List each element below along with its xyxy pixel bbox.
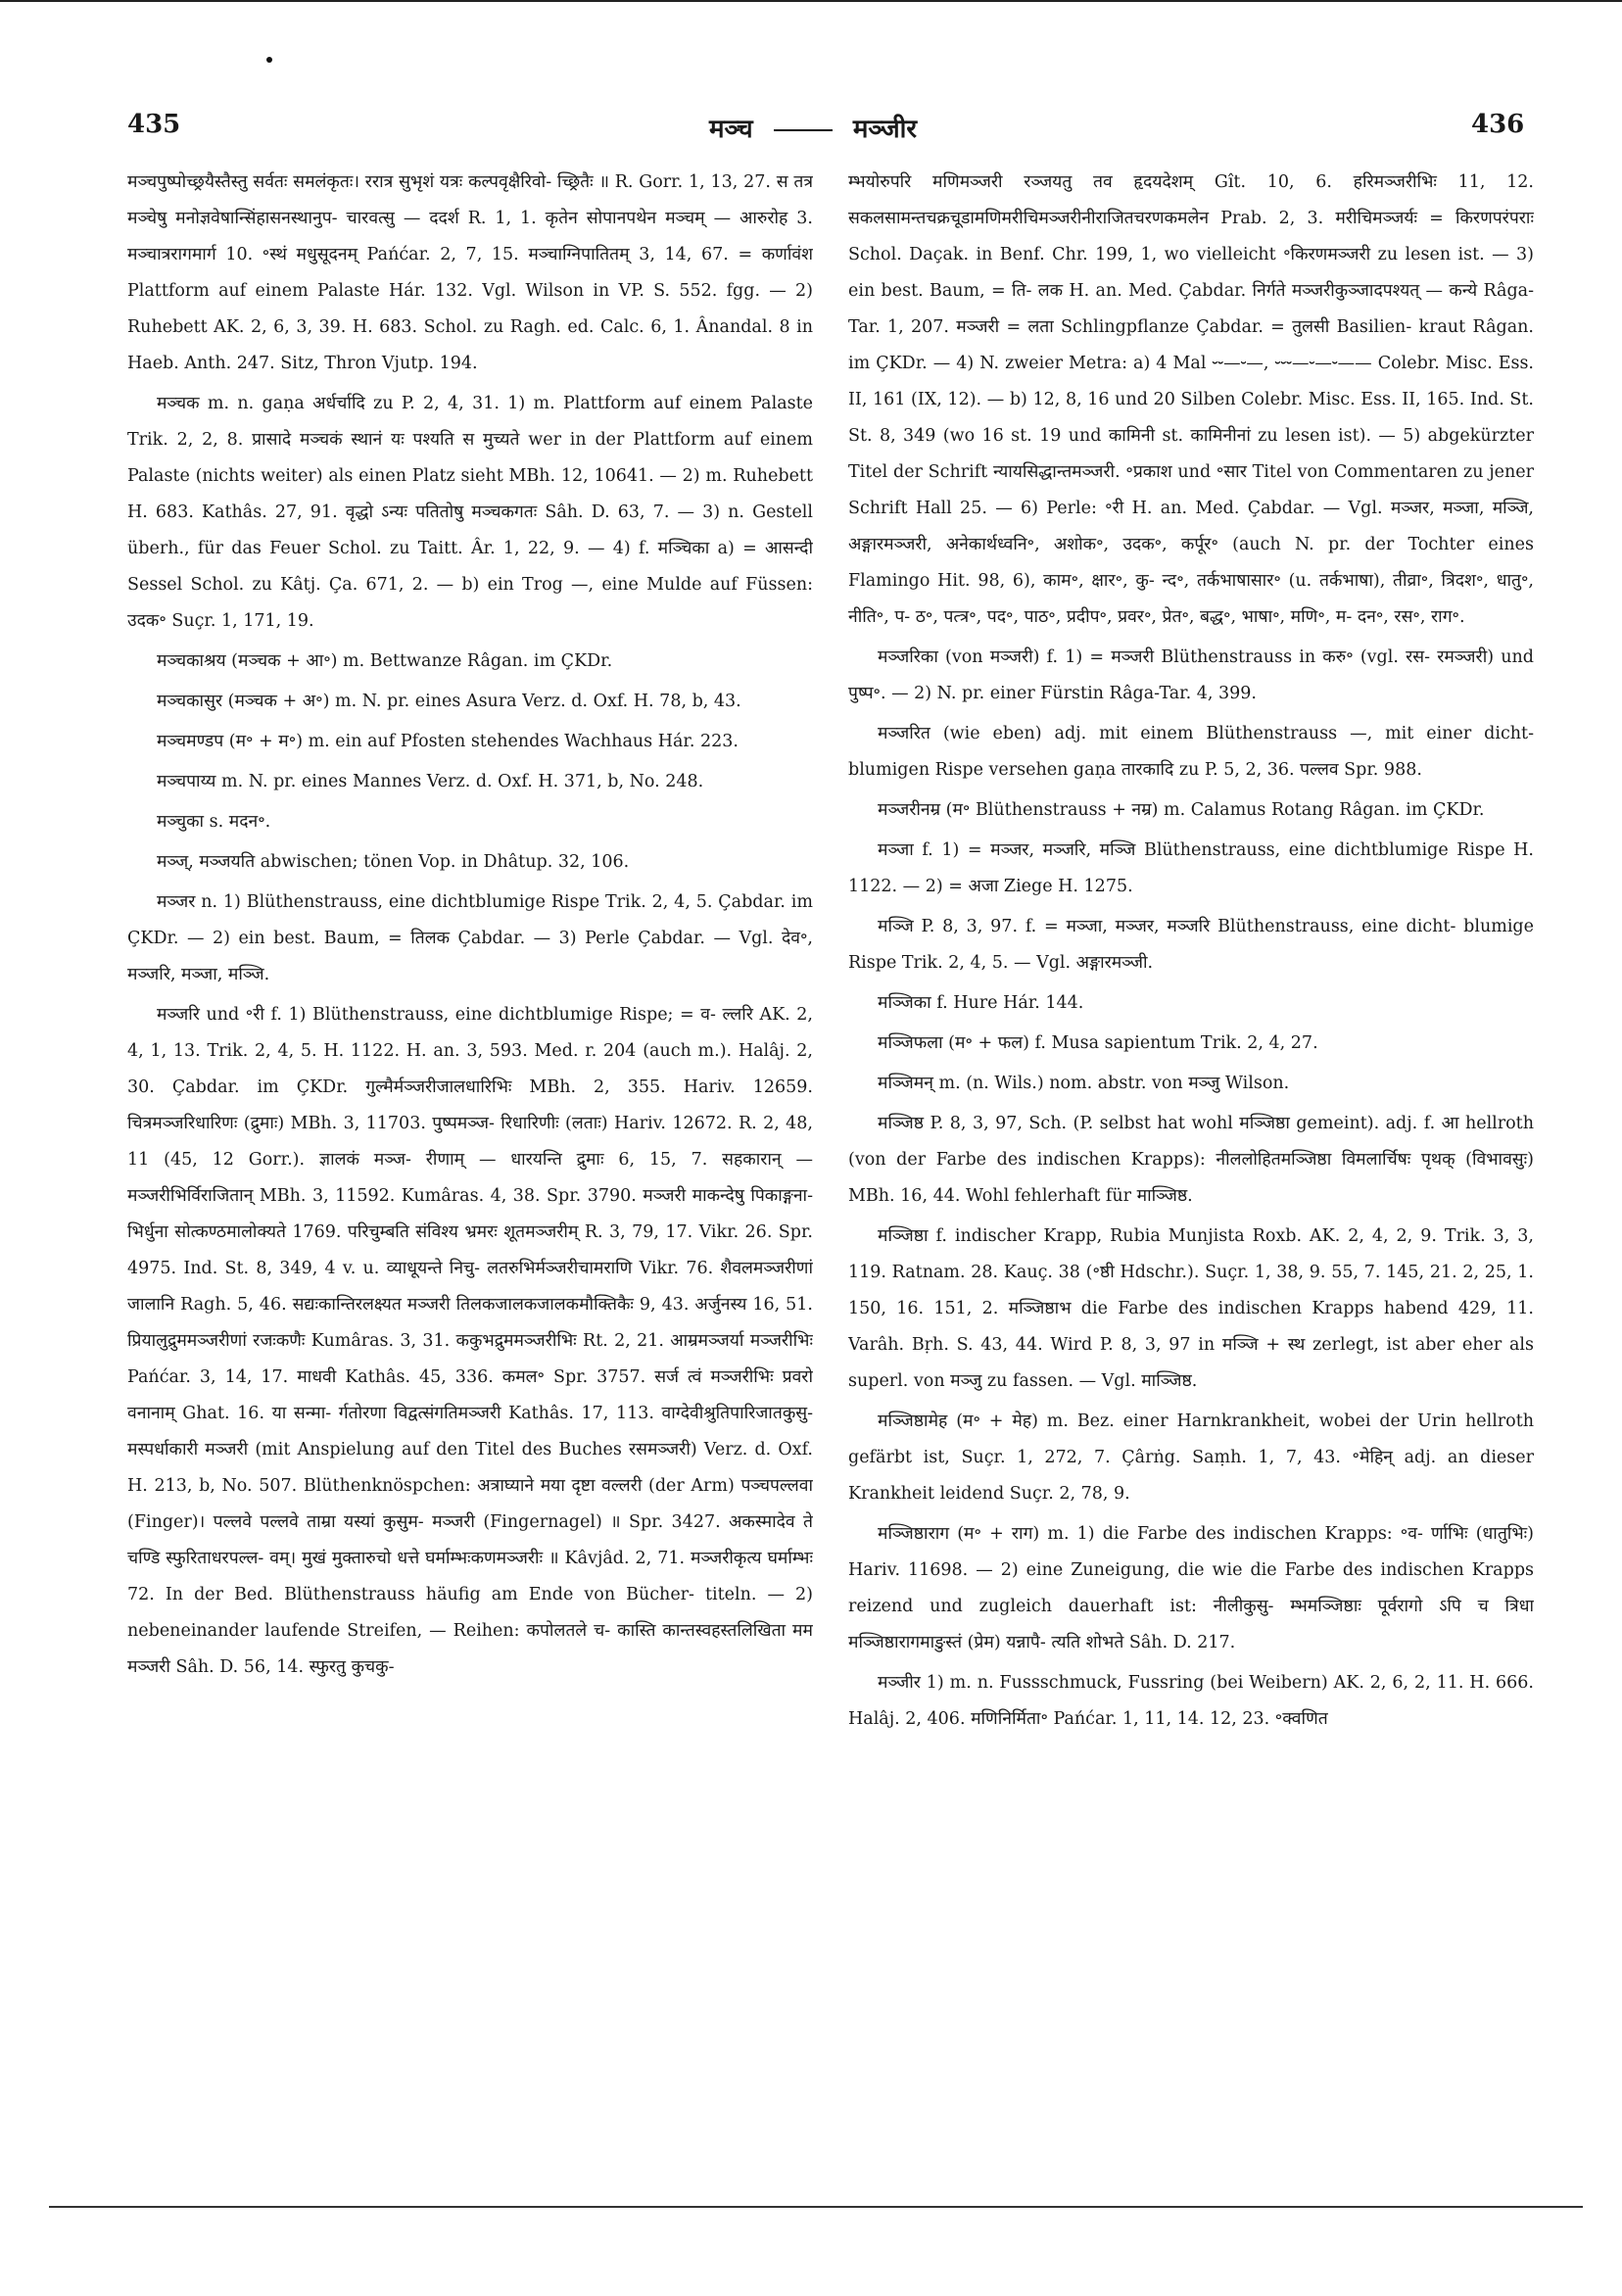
entry-paragraph: मञ्जिमन् m. (n. Wils.) nom. abstr. von मञ्जु Wilson.	[878, 1074, 1290, 1093]
entry-paragraph: मञ्ज्, मञ्जयति abwischen; tönen Vop. in Dhâtup. 32, 106.	[157, 852, 630, 872]
entry-paragraph: मञ्जिष्ठामेह (म॰ + मेह) m. Bez. einer Harnkrankheit, wobei der Urin hellroth gefärbt ist, Suçr. 1, 272, 7. Çârṅg. Saṃh. 1, 7, 43. ॰मेहिन् adj. an dieser Krankheit leidend Suçr. 2, 78, 9.	[848, 1411, 1534, 1504]
entry-paragraph: मञ्जिका f. Hure Hár. 144.	[878, 993, 1084, 1013]
entry-paragraph: मञ्जिष्ठाराग (म॰ + राग) m. 1) die Farbe des indischen Krapps: ॰व- र्णाभिः (धातुभिः) Hariv. 11698. — 2) eine Zuneigung, die wie die Farbe des indischen Krapps reizend und zugleich dauerhaft ist: नीलीकुसु- म्भमञ्जिष्ठाः पूर्वरागो ऽपि च त्रिधा मञ्जिष्ठारागमाङुस्तं (प्रेम) यन्नापै- त्यति शोभते Sâh. D. 217.	[848, 1524, 1534, 1652]
entry-paragraph: मञ्जरित (wie eben) adj. mit einem Blüthenstrauss —, mit einer dicht- blumigen Rispe versehen gaṇa तारकादि zu P. 5, 2, 36. पल्लव Spr. 988.	[848, 724, 1534, 780]
column-gutter	[831, 167, 832, 2155]
entry-paragraph: मञ्जर n. 1) Blüthenstrauss, eine dichtblumige Rispe Trik. 2, 4, 5. Çabdar. im ÇKDr. — 2) ein best. Baum, = तिलक Çabdar. — 3) Perle Çabdar. — Vgl. देव॰, मञ्जरि, मञ्जा, मञ्जि.	[127, 892, 813, 984]
entry-paragraph: मञ्जिष्ठा f. indischer Krapp, Rubia Munjista Roxb. AK. 2, 4, 2, 9. Trik. 3, 3, 119. Ratnam. 28. Kauç. 38 (॰ष्ठी Hdschr.). Suçr. 1, 38, 9. 55, 7. 145, 21. 2, 25, 1. 150, 16. 151, 2. मञ्जिष्ठाभ die Farbe des indischen Krapps habend 429, 11. Varâh. Bṛh. S. 43, 44. Wird P. 8, 3, 97 in मञ्जि + स्थ zerlegt, ist aber eher als superl. von मञ्जु zu fassen. — Vgl. माञ्जिष्ठ.	[848, 1226, 1534, 1391]
entry-paragraph: मञ्जिष्ठ P. 8, 3, 97, Sch. (P. selbst hat wohl मञ्जिष्ठा gemeint). adj. f. आ hellroth (von der Farbe des indischen Krapps): नीललोहितमञ्जिष्ठा विमलार्चिषः पृथक् (विभावसुः) MBh. 16, 44. Wohl fehlerhaft für माञ्जिष्ठ.	[848, 1114, 1534, 1206]
entry-paragraph: मञ्चमण्डप (म॰ + म॰) m. ein auf Pfosten stehendes Wachhaus Hár. 223.	[157, 732, 739, 751]
entry-paragraph: मञ्चुका s. मदन॰.	[157, 812, 271, 832]
running-head-dash	[774, 129, 833, 131]
entry-paragraph: मञ्जिफला (म॰ + फल) f. Musa sapientum Trik. 2, 4, 27.	[878, 1033, 1318, 1053]
entry-paragraph: मञ्जरिका (von मञ्जरी) f. 1) = मञ्जरी Blüthenstrauss in करु॰ (vgl. रस- रमञ्जरी) und पुष्प॰. — 2) N. pr. einer Fürstin Râga-Tar. 4, 399.	[848, 647, 1534, 703]
page-number-left: 435	[127, 110, 181, 139]
entry-paragraph: मञ्चकाश्रय (मञ्चक + आ॰) m. Bettwanze Râgan. im ÇKDr.	[157, 651, 613, 671]
bottom-rule	[49, 2206, 1583, 2208]
entry-paragraph: मञ्जीर 1) m. n. Fussschmuck, Fussring (bei Weibern) AK. 2, 6, 2, 11. H. 666. Halâj. 2, 406. मणिनिर्मिता॰ Pańćar. 1, 11, 14. 12, 23. ॰क्वणित	[848, 1673, 1534, 1729]
entry-paragraph: मञ्चपुष्पोच्छ्रयैस्तैस्तु सर्वतः समलंकृतः। ररात्र सुभृशं यत्रः कल्पवृक्षैरिवो- च्छ्रितैः ॥ R. Gorr. 1, 13, 27. स तत्र मञ्चेषु मनोज्ञवेषान्सिंहासनस्थानुप- चारवत्सु — ददर्श R. 1, 1. कृतेन सोपानपथेन मञ्चम् — आरुरोह 3. मञ्चात्ररागमार्ग 10. ॰स्थं मधुसूदनम् Pańćar. 2, 7, 15. मञ्चाग्निपातितम् 3, 14, 67. = कर्णावंश Plattform auf einem Palaste Hár. 132. Vgl. Wilson in VP. S. 552. fgg. — 2) Ruhebett AK. 2, 6, 3, 39. H. 683. Schol. zu Ragh. ed. Calc. 6, 1. Ânandal. 8 in Haeb. Anth. 247. Sitz, Thron Vjutp. 194.	[127, 172, 813, 373]
running-head	[686, 110, 940, 145]
running-head-right: मञ्जीर	[852, 115, 918, 144]
entry-paragraph: मञ्चकासुर (मञ्चक + अ॰) m. N. pr. eines Asura Verz. d. Oxf. H. 78, b, 43.	[157, 692, 741, 711]
entry-paragraph: म्भयोरुपरि मणिमञ्जरी रञ्जयतु तव हृदयदेशम् Gît. 10, 6. हरिमञ्जरीभिः 11, 12. सकलसामन्तचक्रचूडामणिमरीचिमञ्जरीनीराजितचरणकमलेन Prab. 2, 3. मरीचिमञ्जर्यः = किरणपरंपराः Schol. Daçak. in Benf. Chr. 199, 1, wo vielleicht ॰किरणमञ्जरी zu lesen ist. — 3) ein best. Baum, = ति- लक H. an. Med. Çabdar. निर्गते मञ्जरीकुञ्जादपश्यत् — कन्ये Râga- Tar. 1, 207. मञ्जरी = लता Schlingpflanze Çabdar. = तुलसी Basilien- kraut Râgan. im ÇKDr. — 4) N. zweier Metra: a) 4 Mal ⏑⏑—⏑—, ⏑⏑⏑—⏑—⏑—— Colebr. Misc. Ess. II, 161 (IX, 12). — b) 12, 8, 16 und 20 Silben Colebr. Misc. Ess. II, 165. Ind. St. St. 8, 349 (wo 16 st. 19 und कामिनी st. कामिनीनां zu lesen ist). — 5) abgekürzter Titel der Schrift न्यायसिद्धान्तमञ्जरी. ॰प्रकाश und ॰सार Titel von Commentaren zu jener Schrift Hall 25. — 6) Perle: ॰री H. an. Med. Çabdar. — Vgl. मञ्जर, मञ्जा, मञ्जि, अङ्गारमञ्जरी, अनेकार्थध्वनि॰, अशोक॰, उदक॰, कर्पूर॰ (auch N. pr. der Tochter eines Flamingo Hit. 98, 6), काम॰, क्षार॰, कु- न्द॰, तर्कभाषासार॰ (u. तर्कभाषा), तीव्रा॰, त्रिदश॰, धातु॰, नीति॰, प- ठ॰, पत्त्र॰, पद॰, पाठ॰, प्रदीप॰, प्रवर॰, प्रेत॰, बद्ध॰, भाषा॰, मणि॰, म- दन॰, रस॰, राग॰.	[848, 172, 1534, 627]
column-left	[127, 165, 813, 2163]
top-border	[0, 0, 1622, 2]
entry-paragraph: मञ्जरीनम्र (म॰ Blüthenstrauss + नम्र) m. Calamus Rotang Râgan. im ÇKDr.	[878, 800, 1485, 820]
ink-dot	[266, 57, 272, 63]
entry-paragraph: मञ्जरि und ॰री f. 1) Blüthenstrauss, eine dichtblumige Rispe; = व- ल्लरि AK. 2, 4, 1, 13. Trik. 2, 4, 5. H. 1122. H. an. 3, 593. Med. r. 204 (auch m.). Halâj. 2, 30. Çabdar. im ÇKDr. गुल्मैर्मञ्जरीजालधारिभिः MBh. 2, 355. Hariv. 12659. चित्रमञ्जरिधारिणः (द्रुमाः) MBh. 3, 11703. पुष्पमञ्ज- रिधारिणीः (लताः) Hariv. 12672. R. 2, 48, 11 (45, 12 Gorr.). ज्ञालकं मञ्ज- रीणाम् — धारयन्ति द्रुमाः 6, 15, 7. सहकारान् — मञ्जरीभिर्विराजितान् MBh. 3, 11592. Kumâras. 4, 38. Spr. 3790. मञ्जरी माकन्देषु पिकाङ्गना- भिर्धुना सोत्कण्ठमालोक्यते 1769. परिचुम्बति संविश्य भ्रमरः शूतमञ्जरीम् R. 3, 79, 17. Vikr. 26. Spr. 4975. Ind. St. 8, 349, 4 v. u. व्याधूयन्ते निचु- लतरुभिर्मञ्जरीचामराणि Vikr. 76. शैवलमञ्जरीणां जालानि Ragh. 5, 46. सद्यःकान्तिरलक्ष्यत मञ्जरी तिलकजालकजालकमौक्तिकैः 9, 43. अर्जुनस्य 16, 51. प्रियालुद्रुममञ्जरीणां रजःकणैः Kumâras. 3, 31. ककुभद्रुममञ्जरीभिः Rt. 2, 21. आम्रमञ्जर्या मञ्जरीभिः Pańćar. 3, 14, 17. माधवी Kathâs. 45, 336. कमल॰ Spr. 3757. सर्ज त्वं मञ्जरीभिः प्रवरो वनानाम् Ghat. 16. या सन्मा- र्गतोरणा विद्वत्संगतिमञ्जरी Kathâs. 17, 113. वाग्देवीश्रुतिपारिजातकुसु- मस्पर्धाकारी मञ्जरी (mit Anspielung auf den Titel des Buches रसमञ्जरी) Verz. d. Oxf. H. 213, b, No. 507. Blüthenknöspchen: अत्राघ्याने मया दृष्टा वल्लरी (der Arm) पञ्चपल्लवा (Finger)। पल्लवे पल्लवे ताम्रा यस्यां कुसुम- मञ्जरी (Fingernagel) ॥ Spr. 3427. अकस्मादेव ते चण्डि स्फुरिताधरपल्ल- वम्। मुखं मुक्तारुचो धत्ते घर्माम्भःकणमञ्जरीः ॥ Kâvjâd. 2, 71. मञ्जरीकृत्य घर्माम्भः 72. In der Bed. Blüthenstrauss häufig am Ende von Bücher- titeln. — 2) nebeneinander laufende Streifen, — Reihen: कपोलतले च- कास्ति कान्तस्वहस्तलिखिता मम मञ्जरी Sâh. D. 56, 14. स्फुरतु कुचकु-	[127, 1005, 813, 1677]
entry-paragraph: मञ्चक m. n. gaṇa अर्धर्चादि zu P. 2, 4, 31. 1) m. Plattform auf einem Palaste Trik. 2, 2, 8. प्रासादे मञ्चकं स्थानं यः पश्यति स मुच्यते wer in der Plattform auf einem Palaste (nichts weiter) als einen Platz sieht MBh. 12, 10641. — 2) m. Ruhebett H. 683. Kathâs. 27, 91. वृद्धो ऽन्यः पतितोषु मञ्चकगतः Sâh. D. 63, 7. — 3) n. Gestell überh., für das Feuer Schol. zu Taitt. Âr. 1, 22, 9. — 4) f. मञ्चिका a) = आसन्दी Sessel Schol. zu Kâtj. Ça. 671, 2. — b) ein Trog —, eine Mulde auf Füssen: उदक॰ Suçr. 1, 171, 19.	[127, 394, 813, 631]
column-right	[848, 165, 1534, 2163]
page-number-right: 436	[1471, 110, 1525, 139]
entry-paragraph: मञ्जि P. 8, 3, 97. f. = मञ्जा, मञ्जर, मञ्जरि Blüthenstrauss, eine dicht- blumige Rispe Trik. 2, 4, 5. — Vgl. अङ्गारमञ्जी.	[848, 917, 1534, 973]
entry-paragraph: मञ्चपाय्य m. N. pr. eines Mannes Verz. d. Oxf. H. 371, b, No. 248.	[157, 772, 704, 791]
running-head-left: मञ्च	[708, 115, 753, 144]
entry-paragraph: मञ्जा f. 1) = मञ्जर, मञ्जरि, मञ्जि Blüthenstrauss, eine dichtblumige Rispe H. 1122. — 2) = अजा Ziege H. 1275.	[848, 840, 1534, 896]
